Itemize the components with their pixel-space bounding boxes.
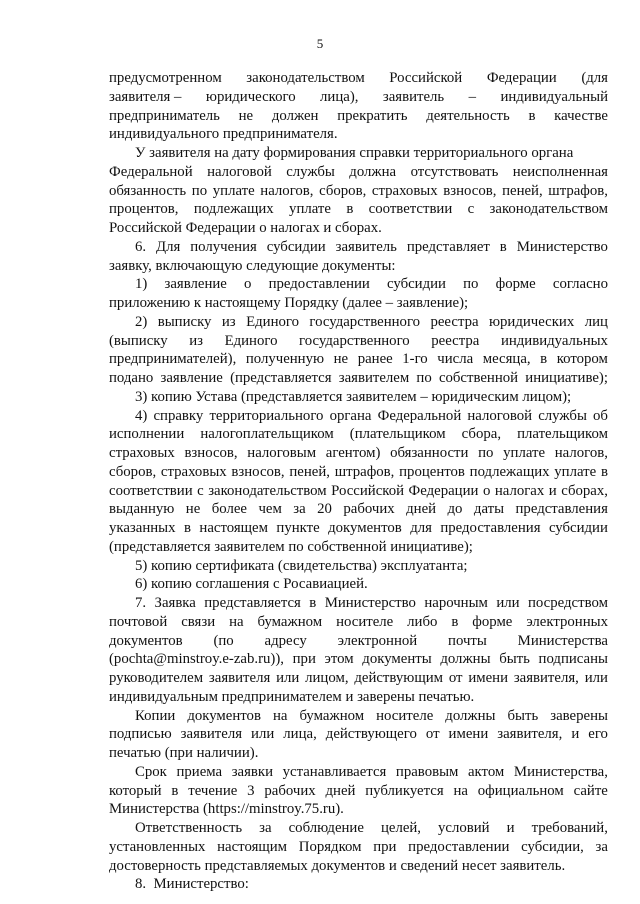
text-word: представляет — [406, 238, 490, 255]
text-word: налогах — [494, 482, 545, 499]
document-body — [109, 69, 608, 894]
text-word: предоставления — [440, 520, 541, 536]
text-word: индивидуальным предпринимателем и заверены печатью. — [109, 688, 475, 705]
text-word: должна — [349, 163, 397, 180]
text-word: страховых — [160, 463, 227, 480]
text-word: (представляется — [230, 370, 332, 386]
text-word: приема — [176, 763, 223, 780]
text-word: (представляется заявителем по собственной инициативе); — [109, 538, 473, 555]
text-word: ранее — [357, 351, 393, 368]
text-line — [109, 575, 608, 594]
text-word: страховых — [371, 182, 438, 199]
text-line — [109, 875, 608, 894]
text-word: налоговой — [467, 407, 533, 424]
text-word: заявитель — [382, 88, 445, 105]
text-word: лиц — [584, 313, 608, 330]
text-word: не — [238, 107, 254, 124]
text-word: инициативе); — [525, 370, 608, 386]
text-word: приложению к настоящему Порядку (далее – заявление); — [109, 295, 469, 311]
text-word: дней — [406, 501, 437, 518]
text-word: из — [221, 313, 236, 330]
text-word: Единого — [246, 313, 299, 330]
text-word: руководителем — [109, 670, 204, 686]
text-word: в — [183, 520, 191, 536]
text-line — [109, 482, 608, 501]
text-word: субсидии — [548, 520, 608, 536]
text-word: указанных — [109, 520, 176, 536]
text-word: и — [506, 820, 515, 836]
text-word: Федерации — [408, 482, 479, 499]
text-word: носителе — [336, 613, 394, 630]
text-word: предпринимателей), — [109, 351, 237, 368]
text-word: не — [333, 351, 349, 368]
text-word: Ответственность — [135, 820, 243, 836]
text-line — [109, 800, 608, 819]
text-line — [109, 669, 608, 688]
text-word: исполнении — [109, 426, 185, 443]
text-word: для — [410, 520, 432, 536]
text-word: о — [244, 276, 252, 293]
text-word: соответствии — [109, 482, 193, 499]
text-word: законодательством — [246, 70, 365, 86]
text-word: быть — [499, 651, 530, 668]
text-line — [109, 613, 608, 632]
text-word: адресу — [264, 632, 307, 649]
text-word: уплате — [289, 201, 331, 218]
text-word: заявление — [164, 276, 227, 293]
text-word: отсутствовать — [410, 163, 499, 180]
text-word: Единого — [224, 332, 278, 349]
text-word: об — [593, 407, 608, 424]
text-line — [109, 313, 608, 332]
text-word: соответствии — [368, 201, 453, 218]
text-word: территориального — [209, 407, 324, 424]
text-word: форме — [472, 613, 513, 630]
text-word: Для — [156, 238, 181, 255]
text-line — [109, 707, 608, 726]
text-word: печатью (при наличии). — [109, 745, 259, 761]
text-word: Срок — [135, 763, 167, 780]
text-line — [109, 238, 608, 257]
text-word: имени — [448, 726, 489, 743]
text-word: представления — [515, 501, 608, 518]
text-word: обязанность — [109, 182, 187, 199]
text-word: в — [451, 613, 459, 630]
text-word: в — [600, 463, 608, 480]
text-word: почты — [448, 632, 487, 649]
text-word: справку — [153, 407, 204, 424]
text-word: заявителем — [338, 370, 410, 386]
text-word: числа — [437, 351, 474, 368]
text-word: 1-го — [402, 351, 428, 368]
text-word: неисполненная — [512, 163, 608, 180]
text-word: по — [191, 182, 208, 199]
text-word: котором — [556, 351, 608, 368]
text-word: Заявка — [154, 595, 196, 611]
text-word: штрафов, — [548, 182, 608, 199]
text-word: месяца, — [482, 351, 531, 368]
text-word: настоящем — [199, 520, 268, 536]
text-line — [109, 650, 608, 669]
text-word: установленных — [109, 838, 206, 855]
text-word: налоговым — [247, 445, 317, 461]
text-word: Министерства — [517, 632, 608, 649]
text-word: 20 — [317, 501, 332, 518]
text-word: взносов, — [184, 445, 238, 461]
text-word: на — [453, 782, 468, 799]
text-word: или — [276, 670, 300, 686]
text-word: процентов, — [109, 201, 179, 218]
text-word: предприниматель — [109, 107, 220, 124]
text-word: Российской Федерации о налогах и сборах. — [109, 220, 382, 236]
text-word: выписку — [157, 313, 212, 330]
text-line — [109, 763, 608, 782]
text-word: достоверность представляемых документов и сведений несет заявитель. — [109, 857, 566, 874]
text-word: лицом, — [305, 670, 349, 686]
text-word: должны — [445, 707, 496, 724]
text-line — [109, 519, 608, 538]
text-word: почтовой — [109, 613, 168, 630]
text-word: органа — [329, 407, 372, 424]
text-word: документы — [362, 651, 432, 668]
text-word: при — [292, 651, 316, 668]
text-word: актом — [467, 763, 505, 780]
text-word: пеней, — [502, 182, 543, 199]
text-line — [109, 538, 608, 557]
text-word: лица), — [320, 88, 359, 105]
text-word: службы — [286, 163, 335, 180]
text-word: прекратить — [337, 107, 408, 124]
text-word: заявки — [231, 763, 274, 780]
text-word: штрафов, — [334, 463, 395, 480]
text-line — [109, 332, 608, 351]
text-line — [109, 819, 608, 838]
text-word: (pochta@minstroy.e-zab.ru)), — [109, 651, 284, 668]
text-word: Федерации — [486, 70, 557, 86]
text-word: полученную — [245, 351, 325, 368]
text-line — [109, 857, 608, 876]
text-word: взносов, — [443, 182, 497, 199]
text-word: субсидии — [387, 276, 446, 293]
text-word: в — [540, 351, 548, 368]
text-line — [109, 407, 608, 426]
text-word: либо — [407, 613, 438, 630]
text-word: даты — [473, 501, 505, 518]
text-word: рабочих — [343, 501, 395, 518]
text-line — [109, 444, 608, 463]
text-word: который — [109, 782, 162, 799]
text-line — [109, 388, 608, 407]
text-word: заявителя – — [109, 88, 182, 105]
text-word: за — [595, 838, 608, 855]
text-word: соблюдение — [288, 820, 364, 836]
text-word: индивидуального предпринимателя. — [109, 126, 338, 143]
text-word: У заявителя на дату формирования справки территориального органа — [135, 145, 574, 161]
text-word: не — [185, 501, 201, 518]
text-word: Российской — [389, 70, 463, 86]
text-word: заявителя — [180, 726, 243, 743]
text-word: Федеральной — [109, 163, 193, 180]
text-word: с — [467, 201, 475, 218]
text-word: течение — [188, 782, 238, 799]
text-word: реестра — [430, 313, 479, 330]
text-word: настоящим — [217, 838, 288, 855]
text-word: 6. — [135, 238, 147, 255]
text-line — [109, 744, 608, 763]
text-word: индивидуальных — [500, 332, 608, 349]
text-word: за — [259, 820, 272, 836]
text-word: и — [571, 726, 580, 743]
text-line — [109, 632, 608, 651]
text-word: более — [211, 501, 247, 518]
text-line — [109, 219, 608, 238]
text-word: сбора, — [461, 426, 502, 443]
text-word: реестра — [431, 332, 480, 349]
text-word: из — [189, 332, 203, 349]
text-word: Министерства, — [513, 763, 608, 780]
text-word: пункте — [276, 520, 320, 536]
text-word: страховых — [109, 445, 175, 461]
text-line — [109, 425, 608, 444]
text-line — [109, 275, 608, 294]
text-word: сборов, — [319, 182, 367, 199]
text-word: пеней, — [289, 463, 330, 480]
text-word: обязанности — [390, 445, 469, 461]
text-line — [109, 725, 608, 744]
text-word: официальном — [477, 782, 564, 799]
text-word: форме — [495, 276, 536, 293]
text-word: лица, — [283, 726, 317, 743]
text-line — [109, 107, 608, 126]
text-word: службы — [538, 407, 587, 424]
text-word: о — [482, 482, 491, 499]
text-word: государственного — [299, 332, 410, 349]
text-word: заявителя, — [497, 726, 563, 743]
text-word: имени — [468, 670, 508, 686]
text-word: по — [478, 445, 494, 461]
text-word: в — [309, 595, 317, 611]
text-word: Министерства (https://minstroy.75.ru). — [109, 801, 344, 818]
text-word: целей, — [380, 820, 422, 836]
text-word: подлежащих — [193, 201, 274, 218]
text-word: в — [499, 238, 507, 255]
text-word: подлежащих — [469, 463, 550, 480]
text-word: его — [588, 726, 608, 743]
text-word: должен — [271, 107, 319, 124]
text-line — [109, 294, 608, 313]
text-word: заявитель — [335, 238, 397, 255]
text-word: сборах, — [561, 482, 608, 499]
text-word: предоставлении — [268, 276, 370, 293]
text-word: при — [373, 838, 397, 855]
text-word: качестве — [554, 107, 608, 124]
text-word: налогов, — [260, 182, 314, 199]
text-word: уплате — [554, 463, 597, 480]
text-word: заявителя, — [513, 670, 579, 686]
text-word: бумажном — [257, 613, 323, 630]
text-line — [109, 463, 608, 482]
text-line — [109, 163, 608, 182]
text-word: от — [448, 670, 463, 686]
page-number: 5 — [316, 36, 324, 51]
text-word: документов — [328, 520, 402, 536]
text-word: этом — [324, 651, 354, 668]
text-word: деятельность — [426, 107, 510, 124]
text-word: требований, — [531, 820, 608, 836]
text-word: получения — [190, 238, 257, 255]
text-word: бумажном — [299, 707, 365, 724]
text-word: агентом) — [325, 445, 381, 461]
text-word: носителе — [376, 707, 434, 724]
text-line — [109, 594, 608, 613]
text-word: сайте — [573, 782, 608, 799]
text-word: электронных — [526, 613, 608, 630]
text-word: Федеральной — [377, 407, 462, 424]
text-word: 3 — [247, 782, 255, 799]
text-word: Министерство — [516, 238, 608, 255]
text-word: (выписку — [109, 332, 168, 349]
text-word: налогов, — [554, 445, 608, 461]
text-word: уплате — [212, 182, 255, 199]
text-word: согласно — [552, 276, 608, 293]
text-word: заверены — [550, 707, 608, 724]
text-word: в — [528, 107, 536, 124]
text-word: в — [171, 782, 179, 799]
text-word: взносов, — [231, 463, 285, 480]
text-word: Российской — [331, 482, 405, 499]
text-word: 4) — [135, 407, 148, 424]
text-word: Копии — [135, 707, 176, 724]
text-word: подписаны — [538, 651, 608, 668]
text-line — [109, 369, 608, 388]
text-word: Порядком — [298, 838, 362, 855]
text-word: быть — [507, 707, 539, 724]
text-word: по — [463, 276, 479, 293]
text-word: и — [548, 482, 557, 499]
text-word: индивидуальный — [500, 88, 608, 105]
text-word: субсидии — [266, 238, 326, 255]
text-word: уплате — [503, 445, 546, 461]
text-line — [109, 182, 608, 201]
text-word: 7. — [135, 595, 147, 611]
text-word: Министерство — [324, 595, 416, 611]
text-word: заявление — [160, 370, 223, 386]
text-line — [109, 88, 608, 107]
text-word: плательщиком — [517, 426, 608, 443]
text-line — [109, 350, 608, 369]
text-word: документов — [187, 707, 261, 724]
text-word: нарочным — [424, 595, 488, 611]
text-word: условий — [438, 820, 490, 836]
text-line — [109, 200, 608, 219]
text-word: юридического — [205, 88, 296, 105]
text-word: правовым — [395, 763, 459, 780]
text-word: (плательщиком — [349, 426, 446, 443]
text-word: заявку, включающую следующие документы: — [109, 257, 396, 274]
text-line — [109, 144, 608, 163]
text-word: процентов — [399, 463, 465, 480]
text-word: устанавливается — [282, 763, 387, 780]
text-line — [109, 500, 608, 519]
text-word: предусмотренном — [109, 70, 222, 86]
text-word: 6) копию соглашения с Росавиацией. — [135, 576, 368, 593]
text-word: до — [447, 501, 463, 518]
text-word: подано — [109, 370, 154, 386]
text-line — [109, 69, 608, 88]
text-word: 1) — [135, 276, 148, 293]
text-word: документов — [109, 632, 183, 649]
text-word: – — [468, 88, 477, 105]
text-word: предоставлении — [408, 838, 510, 855]
text-line — [109, 688, 608, 707]
text-line — [109, 838, 608, 857]
text-word: налоговой — [207, 163, 272, 180]
text-word: посредством — [528, 595, 608, 611]
text-word: или — [496, 595, 520, 611]
text-word: законодательством — [208, 482, 327, 499]
text-word: на — [272, 707, 288, 724]
text-word: 5) копию сертификата (свидетельства) эксплуатанта; — [135, 557, 468, 574]
text-word: собственной — [438, 370, 519, 386]
text-word: подписью — [109, 726, 172, 743]
text-word: законодательством — [489, 201, 608, 218]
text-word: в — [346, 201, 354, 218]
text-line — [109, 125, 608, 144]
text-word: электронной — [337, 632, 418, 649]
text-word: действующего — [325, 726, 417, 743]
text-word: рабочих — [264, 782, 316, 799]
text-word: действующим — [354, 670, 444, 686]
text-word: на — [229, 613, 244, 630]
text-word: или — [251, 726, 275, 743]
text-word: сборов, — [109, 463, 157, 480]
text-word: (по — [213, 632, 234, 649]
text-word: субсидии, — [521, 838, 584, 855]
text-word: представляется — [204, 595, 301, 611]
text-word: 8. Министерство: — [135, 876, 249, 893]
text-word: выданную — [109, 501, 175, 518]
text-word: 3) копию Устава (представляется заявителем – юридическим лицом); — [135, 388, 572, 405]
text-word: публикуется — [365, 782, 444, 799]
text-word: за — [293, 501, 306, 518]
text-word: с — [197, 482, 204, 499]
text-word: (для — [581, 70, 608, 86]
text-line — [109, 257, 608, 276]
text-word: чем — [258, 501, 282, 518]
text-line — [109, 557, 608, 576]
text-word: 2) — [135, 313, 148, 330]
text-line — [109, 782, 608, 801]
text-word: по — [416, 370, 432, 386]
text-word: государственного — [309, 313, 421, 330]
text-word: дней — [325, 782, 356, 799]
text-word: заявителя — [208, 670, 271, 686]
text-word: от — [425, 726, 440, 743]
text-word: налогоплательщиком — [200, 426, 334, 443]
text-word: юридических — [488, 313, 575, 330]
text-word: или — [584, 670, 608, 686]
text-word: должны — [440, 651, 491, 668]
text-word: связи — [181, 613, 216, 630]
